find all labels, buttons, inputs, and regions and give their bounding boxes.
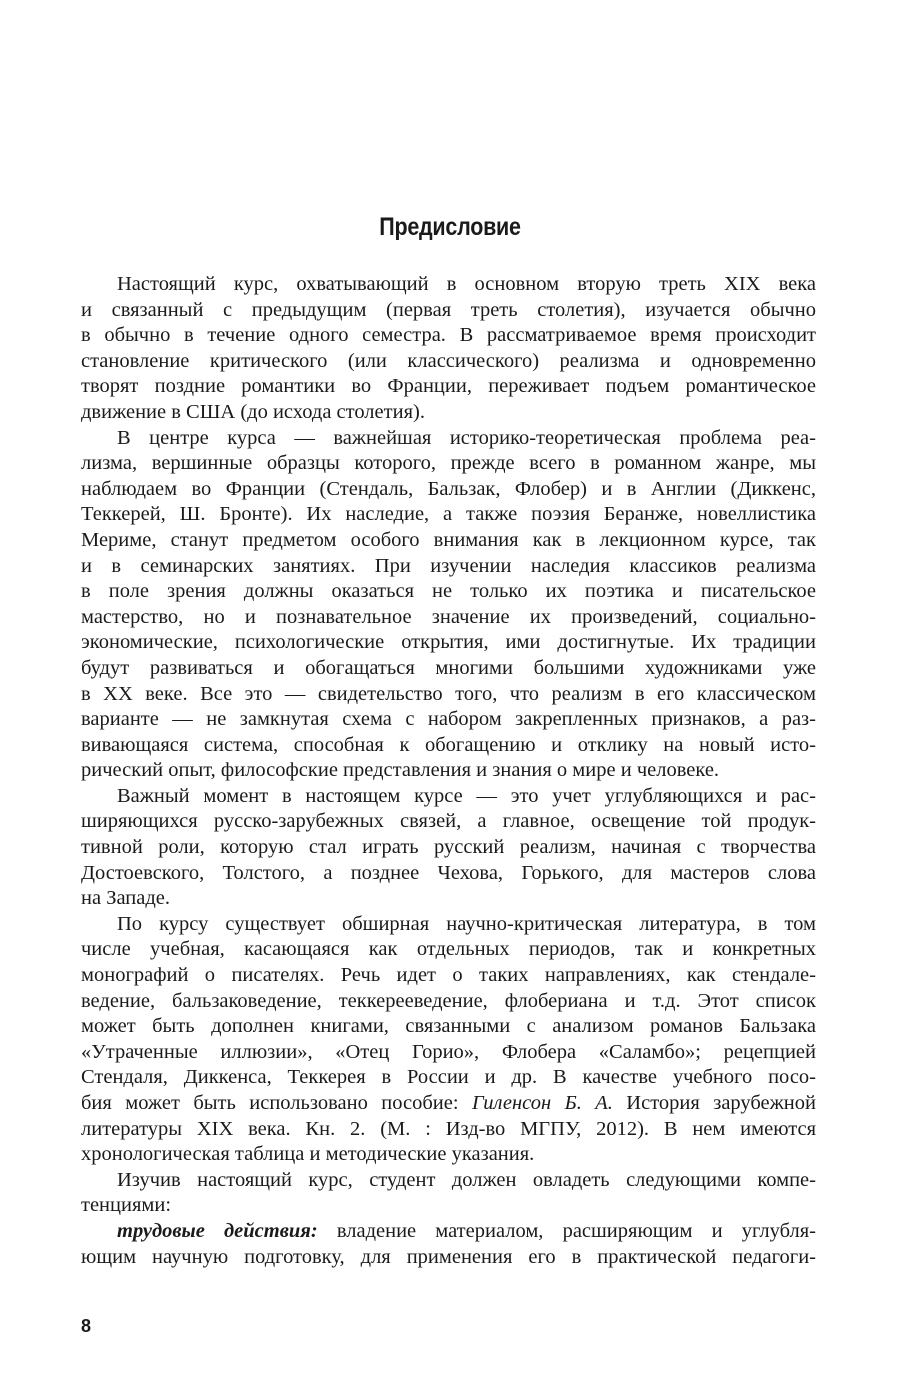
text-line: Теккерей, Ш. Бронте). Их наследие, а также поэзия Беранже, новеллистика xyxy=(81,503,816,526)
author-name: Гиленсон Б. А. xyxy=(471,1092,613,1114)
paragraph-competencies xyxy=(81,1168,816,1219)
text-line: в XX веке. Все это — свидетельство того, что реализм в его классическом xyxy=(81,682,816,705)
text-line: лизма, вершинные образцы которого, прежде всего в романном жанре, мы xyxy=(81,452,816,475)
text-line: движение в США (до исхода столетия). xyxy=(81,400,425,423)
text-line: будут развиваться и обогащаться многими большими художниками уже xyxy=(81,656,816,679)
text-line: Достоевского, Толстого, а позднее Чехова, Горького, для мастеров слова xyxy=(81,861,816,884)
text-line: ширяющихся русско-зарубежных связей, а главное, освещение той продук- xyxy=(81,810,816,833)
text-line: вивающаяся система, способная к обогащению и отклику на новый исто- xyxy=(81,733,816,756)
text-line: становление критического (или классического) реализма и одновременно xyxy=(81,349,816,372)
paragraph-russian-links xyxy=(81,784,816,912)
text-line: рический опыт, философские представления и знания о мире и человеке. xyxy=(81,759,720,782)
text-line: ведение, бальзаковедение, теккерееведение, флобериана и т.д. Этот список xyxy=(81,989,816,1012)
text-line: хронологическая таблица и методические указания. xyxy=(81,1143,535,1166)
text-line: монографий о писателях. Речь идет о таких направлениях, как стендале- xyxy=(81,964,816,987)
lead-term: трудовые действия: xyxy=(117,1219,318,1242)
text-line: Изучив настоящий курс, студент должен овладеть следующими компе- xyxy=(117,1168,816,1191)
text-line: тивной роли, которую стал играть русский реализм, начиная с творчества xyxy=(81,836,816,859)
text-line-with-author xyxy=(81,1091,816,1117)
text-line: может быть дополнен книгами, связанными с анализом романов Бальзака xyxy=(81,1015,816,1038)
text-fragment: История зарубежной xyxy=(612,1092,816,1114)
page-number: 8 xyxy=(81,1316,92,1336)
paragraph-intro xyxy=(81,272,816,426)
paragraph-labor-actions xyxy=(81,1219,816,1270)
text-line: По курсу существует обширная научно-критическая литература, в том xyxy=(117,912,816,935)
text-line: В центре курса — важнейшая историко-теоретическая проблема реа- xyxy=(117,426,816,449)
text-line: «Утраченные иллюзии», «Отец Горио», Флобера «Саламбо»; рецепцией xyxy=(81,1040,816,1063)
text-line: экономические, психологические открытия, ими достигнутые. Их традиции xyxy=(81,631,816,654)
text-line: на Западе. xyxy=(81,887,171,910)
text-line: литературы XIX века. Кн. 2. (М. : Изд-во МГПУ, 2012). В нем имеются xyxy=(81,1117,816,1140)
paragraph-literature xyxy=(81,912,816,1168)
text-fragment: бия может быть использовано пособие: xyxy=(81,1092,472,1114)
text-line: наблюдаем во Франции (Стендаль, Бальзак, Флобер) и в Англии (Диккенс, xyxy=(81,477,816,500)
text-line: творят поздние романтики во Франции, переживает подъем романтическое xyxy=(81,375,816,398)
text-line: Настоящий курс, охватывающий в основном вторую треть XIX века xyxy=(117,273,816,295)
text-line: мастерство, но и познавательное значение их произведений, социально- xyxy=(81,605,816,628)
text-line: варианте — не замкнутая схема с набором закрепленных признаков, а раз- xyxy=(81,708,816,731)
text-line: Стендаля, Диккенса, Теккерея в России и др. В качестве учебного посо- xyxy=(81,1066,816,1089)
text-line: тенциями: xyxy=(81,1194,172,1217)
text-line: и связанный с предыдущим (первая треть столетия), изучается обычно xyxy=(81,298,816,321)
paragraph-realism xyxy=(81,426,816,784)
page-title: Предисловие xyxy=(379,212,521,241)
text-line: ющим научную подготовку, для применения его в практической педагоги- xyxy=(81,1245,816,1268)
text-line: в обычно в течение одного семестра. В рассматриваемое время происходит xyxy=(81,324,816,347)
text-fragment: владение материалом, расширяющим и углубля- xyxy=(317,1219,816,1242)
text-line: Важный момент в настоящем курсе — это учет углубляющихся и рас- xyxy=(117,784,816,807)
text-line: и в семинарских занятиях. При изучении наследия классиков реализма xyxy=(81,554,816,577)
body-text xyxy=(81,272,816,1270)
text-line: в поле зрения должны оказаться не только их поэтика и писательское xyxy=(81,580,816,603)
text-line-with-term xyxy=(81,1219,816,1245)
text-line: числе учебная, касающаяся как отдельных периодов, так и конкретных xyxy=(81,938,816,961)
text-line: Мериме, станут предметом особого внимания как в лекционном курсе, так xyxy=(81,528,816,551)
